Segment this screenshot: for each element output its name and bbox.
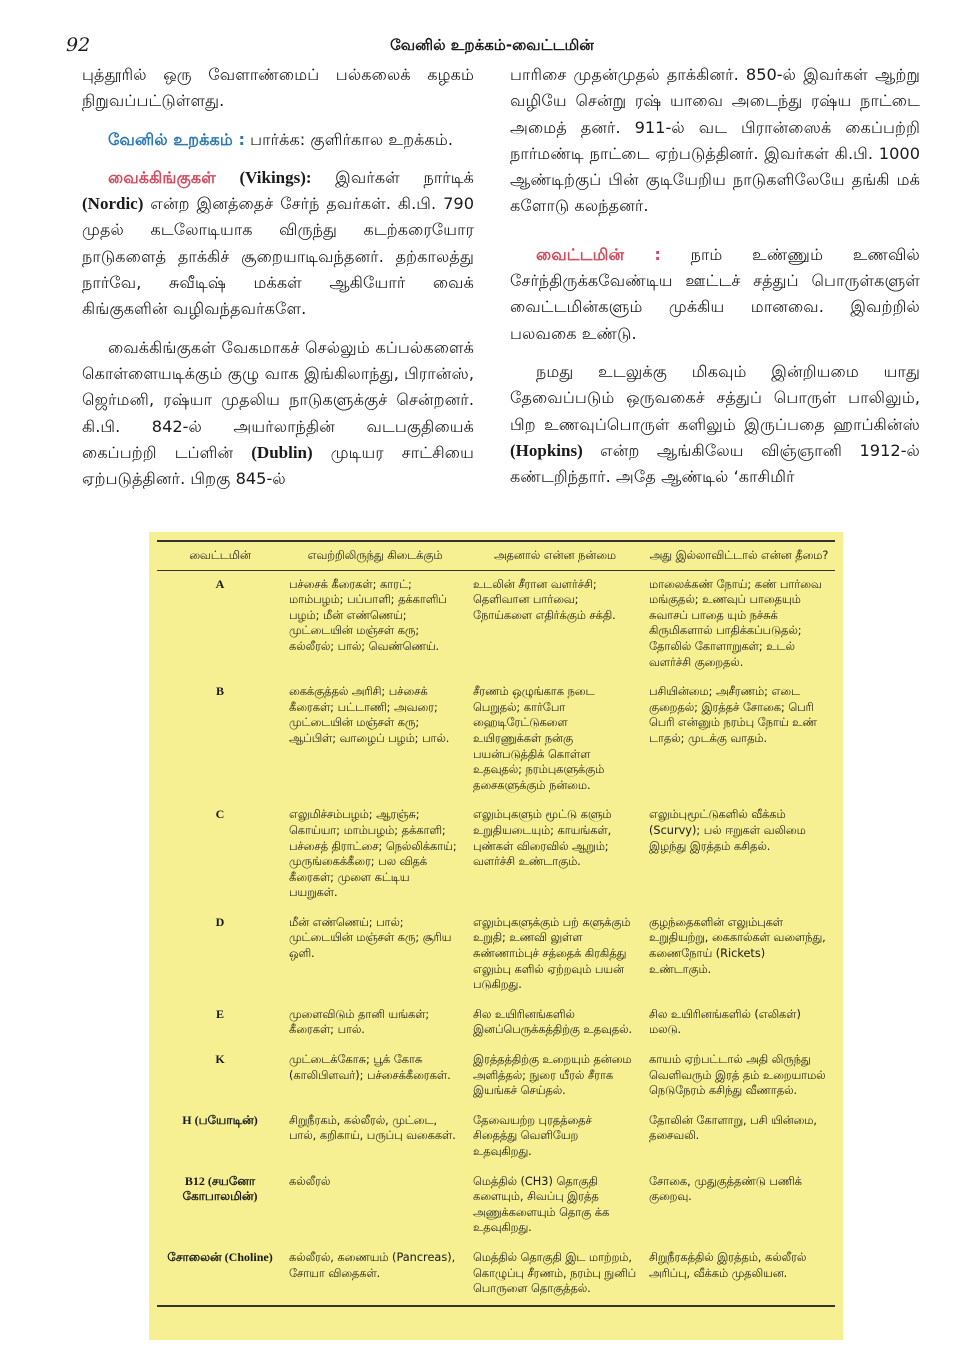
vitamin-cell: சோலைன் (Choline) xyxy=(157,1244,283,1306)
left-column xyxy=(82,62,474,492)
source-cell: சிறுநீரகம், கல்லீரல், முட்டை, பால், கறிகாய், பருப்பு வகைகள். xyxy=(289,1113,456,1143)
vitamin-cell: K xyxy=(215,1052,225,1067)
paragraph-text: முடியர சாட்சியை ஏற்படுத்தினர். பிறகு 845-ல் xyxy=(82,442,474,489)
vitamin-cell: E xyxy=(215,1006,224,1021)
source-cell: முட்டைக்கோசு; பூக் கோசு (காலிபிளவர்); பச்சைக்கீரைகள். xyxy=(289,1053,451,1082)
benefit-cell: மெத்தில் தொகுதி இட மாற்றம், கொழுப்பு சீரணம், நரம்பு நுனிப் பொருளை தொகுத்தல். xyxy=(467,1244,643,1306)
table-row xyxy=(157,909,835,1001)
entry-text: என்ற இனத்தைச் சேர்ந் தவர்கள். கி.பி. 790 முதல் கடலோடியாக விருந்து கடற்கரையோர நாடுகளைத் தாக்கிச் சூறையாடிவந்தனர். தற்காலத்து நார்வே, சுவீடிஷ் மக்கள் ஆகியோர் வைக் கிங்குகளின் வழிவந்தவர்களே. xyxy=(82,194,474,319)
table-row xyxy=(157,801,835,909)
latin-term: (Dublin) xyxy=(251,442,313,462)
source-cell: கல்லீரல் xyxy=(289,1174,331,1188)
entry-term: வேனில் உறக்கம் : xyxy=(108,129,245,149)
benefit-cell: தேவையற்ற புரதத்தைச் சிதைத்து வெளியேற உதவுகிறது. xyxy=(473,1113,592,1158)
entry-venil-urakkam xyxy=(82,127,474,153)
benefit-cell: எலும்புகளும் மூட்டு களும் உறுதியடையும்; காயங்கள், புண்கள் விரைவில் ஆறும்; வளர்ச்சி உண்டாகும். xyxy=(473,808,612,869)
latin-term: (Hopkins) xyxy=(510,440,583,460)
page-header xyxy=(66,34,918,60)
table-header-row xyxy=(157,541,835,570)
entry-text: நாம் உண்ணும் உணவில் சேர்ந்திருக்கவேண்டிய ஊட்டச் சத்துப் பொருள்களுள் வைட்டமின்களும் முக்கிய மானவை. இவற்றில் பலவகை உண்டு. xyxy=(510,244,920,343)
vitamin-cell: B12 (சயனோ கோபாலமின்) xyxy=(182,1173,258,1204)
table-row xyxy=(157,1168,835,1244)
entry-term: வைக்கிங்குகள் xyxy=(108,167,216,187)
table-row xyxy=(157,678,835,801)
column-header: அது இல்லாவிட்டால் என்ன தீமை? xyxy=(643,541,835,570)
vitamin-cell: C xyxy=(215,807,225,822)
deficiency-cell: சில உயிரினங்களில் (எலிகள்) மலடு. xyxy=(649,1007,801,1037)
vitamin-table xyxy=(157,540,835,1307)
table-row xyxy=(157,570,835,678)
vitamin-cell: B xyxy=(215,684,224,699)
deficiency-cell: சிறுநீரகத்தில் இரத்தம், கல்லீரல் அரிப்பு, வீக்கம் முதலியன. xyxy=(643,1244,835,1306)
table-row xyxy=(157,1046,835,1107)
deficiency-cell: தோலின் கோளாறு, பசி யின்மை, தசைவலி. xyxy=(649,1113,817,1143)
running-title: வேனில் உறக்கம்-வைட்டமின் xyxy=(390,36,594,54)
column-header: வைட்டமின் xyxy=(157,541,283,570)
benefit-cell: சில உயிரினங்களில் இனப்பெருக்கத்திற்கு உதவுதல். xyxy=(473,1007,633,1037)
paragraph-text: வைக்கிங்குகள் வேகமாகச் செல்லும் கப்பல்களைக் கொள்ளையடிக்கும் குழு வாக இங்கிலாந்து, பிரான்ஸ், ஜெர்மனி, ரஷ்யா முதலிய நாடுகளுக்குச் சென்றனர். கி.பி. 842-ல் அயர்லாந்தின் வடபகுதியைக் கைப்பற்றி டப்ளின் xyxy=(82,337,474,462)
page-number: 92 xyxy=(66,34,91,56)
benefit-cell: இரத்தத்திற்கு உறையும் தன்மை அளித்தல்; நுரை யீரல் சீராக இயங்கச் செய்தல். xyxy=(473,1053,632,1098)
right-column xyxy=(510,62,920,490)
paragraph xyxy=(82,335,474,493)
paragraph-text: என்ற ஆங்கிலேய விஞ்ஞானி 1912-ல் கண்டறிந்தார். அதே ஆண்டில் ‘காசிமிர் xyxy=(510,440,920,487)
entry-text: பார்க்க: குளிர்கால உறக்கம். xyxy=(244,129,454,149)
table-row xyxy=(157,1107,835,1168)
entry-vitamin xyxy=(510,242,920,347)
vitamin-cell: A xyxy=(215,576,225,591)
vitamin-cell: H (பயோடின்) xyxy=(182,1112,258,1127)
vitamin-table-box xyxy=(149,532,843,1340)
vitamin-cell: D xyxy=(215,914,225,929)
deficiency-cell: எலும்புமூட்டுகளில் வீக்கம் (Scurvy); பல் ஈறுகள் வலிமை இழந்து இரத்தம் கசிதல். xyxy=(649,808,806,853)
source-cell: பச்சைக் கீரைகள்; காரட்; மாம்பழம்; பப்பாளி; தக்காளிப் பழம்; மீன் எண்ணெய்; முட்டையின் மஞ்சள் கரு; கல்லீரல்; பால்; வெண்ணெய். xyxy=(289,577,447,653)
paragraph-text: நமது உடலுக்கு மிகவும் இன்றியமை யாது தேவைப்படும் ஒருவகைச் சத்துப் பொருள் பாலிலும், பிற உணவுப்பொருள் களிலும் இருப்பதை ஹாப்கின்ஸ் xyxy=(510,361,920,434)
source-cell: கைக்குத்தல் அரிசி; பச்சைக் கீரைகள்; பட்டாணி; அவரை; முட்டையின் மஞ்சள் கரு; ஆப்பிள்; வாழைப் பழம்; பால். xyxy=(289,685,450,745)
paragraph: புத்தூரில் ஒரு வேளாண்மைப் பல்கலைக் கழகம் நிறுவப்பட்டுள்ளது. xyxy=(82,65,474,111)
deficiency-cell: பசியின்மை; அசீரணம்; எடை குறைதல்; இரத்தச் சோகை; பெரி பெரி என்னும் நரம்பு நோய் உண் டாதல்; முடக்கு வாதம். xyxy=(649,685,817,745)
source-cell: கல்லீரல், கணையம் (Pancreas), சோயா விதைகள். xyxy=(283,1244,467,1306)
entry-vikings xyxy=(82,165,474,323)
latin-term: (Nordic) xyxy=(82,194,144,214)
benefit-cell: சீரணம் ஒழுங்காக நடை பெறுதல்; கார்போ ஹைடிரேட்டுகளை உயிரணுக்கள் நன்கு பயன்படுத்திக் கொள்ள உதவுதல்; நரம்புகளுக்கும் தசைகளுக்கும் நன்மை. xyxy=(473,685,605,792)
entry-text: இவர்கள் நார்டிக் xyxy=(311,167,474,187)
entry-term: வைட்டமின் : xyxy=(536,244,661,264)
benefit-cell: உடலின் சீரான வளர்ச்சி; தெளிவான பார்வை; நோய்களை எதிர்க்கும் சக்தி. xyxy=(473,577,616,622)
deficiency-cell: காயம் ஏற்பட்டால் அதி லிருந்து வெளிவரும் இரத் தம் உறையாமல் நெடுநேரம் கசிந்து வீணாதல். xyxy=(649,1053,826,1098)
source-cell: முளைவிடும் தானி யங்கள்; கீரைகள்; பால். xyxy=(289,1007,430,1037)
source-cell: மீன் எண்ணெய்; பால்; முட்டையின் மஞ்சள் கரு; சூரிய ஒளி. xyxy=(289,915,452,961)
latin-term: (Vikings): xyxy=(239,167,312,187)
deficiency-cell: மாலைக்கண் நோய்; கண் பார்வை மங்குதல்; உணவுப் பாதையும் சுவாசப் பாதை யும் நச்சுக் கிருமிகளால் பாதிக்கப்படுதல்; தோலில் கோளாறுகள்; உடல் வளர்ச்சி குறைதல். xyxy=(649,577,822,669)
table-row xyxy=(157,1244,835,1306)
column-header: எவற்றிலிருந்து கிடைக்கும் xyxy=(283,541,467,570)
benefit-cell: மெத்தில் (CH3) தொகுதி களையும், சிவப்பு இரத்த அணுக்களையும் தொகு க்க உதவுகிறது. xyxy=(473,1174,610,1235)
benefit-cell: எலும்புகளுக்கும் பற் களுக்கும் உறுதி; உணவி லுள்ள சுண்ணாம்புச் சத்தைக் கிரகித்து எலும்பு களில் ஏற்றவும் பயன் படுகிறது. xyxy=(473,915,631,992)
deficiency-cell: சோகை, முதுகுத்தண்டு பணிக் குறைவு. xyxy=(649,1174,802,1204)
column-header: அதனால் என்ன நன்மை xyxy=(467,541,643,570)
table-row xyxy=(157,1001,835,1046)
paragraph xyxy=(510,359,920,490)
paragraph: பாரிசை முதன்முதல் தாக்கினர். 850-ல் இவர்கள் ஆற்று வழியே சென்று ரஷ் யாவை அடைந்து ரஷ்ய நாட்டை அமைத் தனர். 911-ல் வட பிரான்ஸைக் கைப்பற்றி நார்மண்டி நாட்டை ஏற்படுத்தினர். இவர்கள் கி.பி. 1000 ஆண்டிற்குப் பின் குடியேறிய நாடுகளிலேயே தங்கி மக் களோடு கலந்தனர். xyxy=(510,65,920,216)
source-cell: எலுமிச்சம்பழம்; ஆரஞ்சு; கொய்யா; மாம்பழம்; தக்காளி; பச்சைத் திராட்சை; நெல்லிக்காய்; முருங்கைக்கீரை; பல விதக் கீரைகள்; முளை கட்டிய பயறுகள். xyxy=(289,808,457,900)
deficiency-cell: குழந்தைகளின் எலும்புகள் உறுதியற்று, கைகால்கள் வளைந்து, கணைநோய் (Rickets) உண்டாகும். xyxy=(649,915,826,976)
